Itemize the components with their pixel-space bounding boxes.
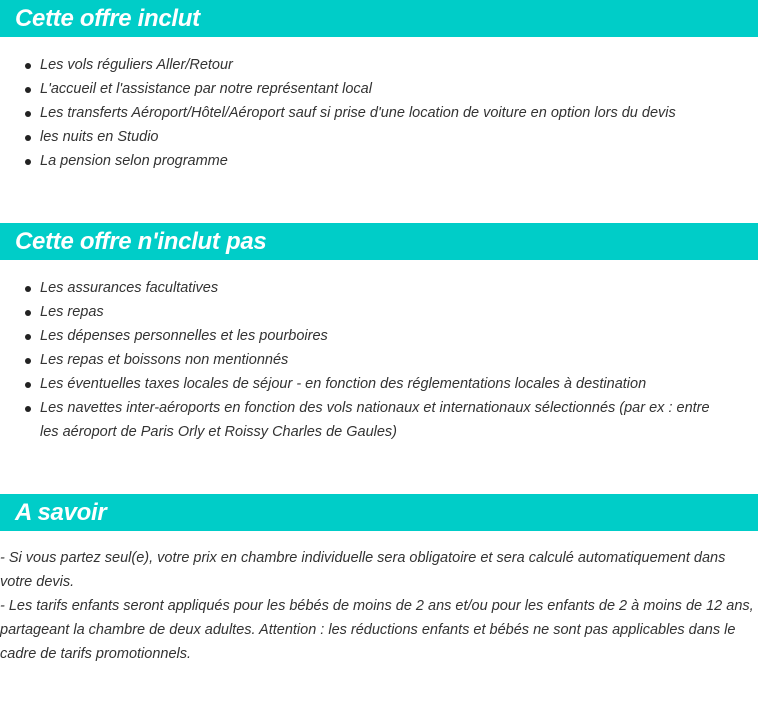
list-item-text: Les transferts Aéroport/Hôtel/Aéroport sauf si prise d'une location de voiture en option lors du devis [40, 105, 676, 121]
list-item-text: Les éventuelles taxes locales de séjour - en fonction des réglementations locales à destination [40, 376, 647, 392]
bullet-icon [25, 286, 31, 292]
included-section-title: Cette offre inclut [15, 5, 200, 32]
bullet-icon [25, 382, 31, 388]
bullet-icon [25, 310, 31, 316]
list-item-text: Les repas [40, 304, 104, 320]
list-item-text: La pension selon programme [40, 153, 228, 169]
list-item [0, 276, 758, 300]
list-item [0, 101, 758, 125]
bullet-icon [25, 159, 31, 165]
included-list [0, 53, 758, 173]
savoir-section-header [0, 494, 758, 531]
savoir-section-title: A savoir [15, 499, 107, 526]
savoir-paragraph: - Si vous partez seul(e), votre prix en chambre individuelle sera obligatoire et sera calculé automatiquement dans votre devis. [0, 550, 726, 590]
list-item-text: Les assurances facultatives [40, 280, 219, 296]
savoir-paragraph: - Les tarifs enfants seront appliqués pour les bébés de moins de 2 ans et/ou pour les enfants de 2 à moins de 12 ans, partageant la chambre de deux adultes. Attention : les réductions enfants et bébés ne sont pas applicables dans le cadre de tarifs promotionnels. [0, 598, 754, 662]
list-item [0, 300, 758, 324]
included-section-header [0, 0, 758, 37]
list-item [0, 77, 758, 101]
list-item [0, 396, 758, 444]
bullet-icon [25, 87, 31, 93]
bullet-icon [25, 334, 31, 340]
list-item [0, 149, 758, 173]
savoir-body [0, 546, 754, 666]
list-item-text: les nuits en Studio [40, 129, 159, 145]
excluded-list [0, 276, 758, 444]
bullet-icon [25, 358, 31, 364]
list-item [0, 324, 758, 348]
list-item-text: Les navettes inter-aéroports en fonction des vols nationaux et internationaux sélectionnés (par ex : entre les aéroport de Paris Orly et Roissy Charles de Gaules) [40, 400, 710, 440]
list-item-text: Les repas et boissons non mentionnés [40, 352, 289, 368]
bullet-icon [25, 406, 31, 412]
list-item-text: Les vols réguliers Aller/Retour [40, 57, 233, 73]
bullet-icon [25, 135, 31, 141]
bullet-icon [25, 111, 31, 117]
bullet-icon [25, 63, 31, 69]
list-item [0, 372, 758, 396]
excluded-section-title: Cette offre n'inclut pas [15, 228, 267, 255]
list-item-text: L'accueil et l'assistance par notre représentant local [40, 81, 372, 97]
list-item [0, 53, 758, 77]
list-item [0, 348, 758, 372]
list-item [0, 125, 758, 149]
list-item-text: Les dépenses personnelles et les pourboires [40, 328, 328, 344]
excluded-section-header [0, 223, 758, 260]
